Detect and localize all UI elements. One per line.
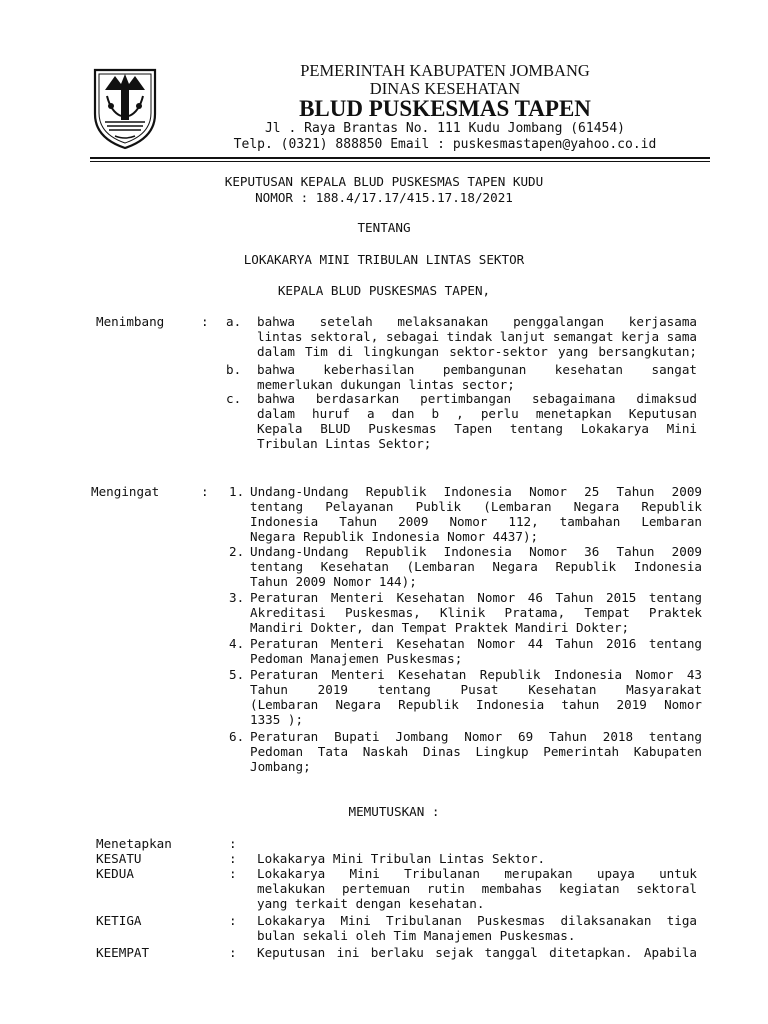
decision-colon-keempat: :: [229, 945, 237, 960]
decree-number: NOMOR : 188.4/17.17/415.17.18/2021: [255, 190, 513, 205]
mengingat-2-line-3: Tahun 2009 Nomor 144);: [250, 574, 417, 589]
mengingat-colon: :: [201, 484, 209, 499]
mengingat-marker-4: 4.: [229, 636, 245, 651]
mengingat-2-line-1: Undang-Undang Republik Indonesia Nomor 36 Tahun 2009: [250, 544, 702, 559]
decree-about-label: TENTANG: [357, 220, 411, 235]
jombang-coat-of-arms-icon: [91, 66, 159, 150]
menimbang-label: Menimbang: [96, 314, 165, 329]
decision-colon-menetapkan: :: [229, 836, 237, 851]
mengingat-3-line-1: Peraturan Menteri Kesehatan Nomor 46 Tahun 2015 tentang: [250, 590, 702, 605]
mengingat-1-line-1: Undang-Undang Republik Indonesia Nomor 25 Tahun 2009: [250, 484, 702, 499]
mengingat-5-line-3: (Lembaran Negara Republik Indonesia tahun 2019 Nomor: [250, 697, 702, 712]
decision-ketiga-line-2: bulan sekali oleh Tim Manajemen Puskesmas.: [257, 928, 576, 943]
decision-colon-ketiga: :: [229, 913, 237, 928]
header-contact: Telp. (0321) 888850 Email : puskesmastapen@yahoo.co.id: [233, 137, 657, 152]
decision-kedua-line-1: Lokakarya Mini Tribulanan merupakan upaya untuk: [257, 866, 697, 881]
menimbang-a-line-2: lintas sektoral, sebagai tindak lanjut semangat kerja sama: [257, 329, 697, 344]
decision-colon-kedua: :: [229, 866, 237, 881]
menimbang-c-line-2: dalam huruf a dan b , perlu menetapkan Keputusan: [257, 406, 697, 421]
mengingat-1-line-3: Indonesia Tahun 2009 Nomor 112, tambahan Lembaran: [250, 514, 702, 529]
mengingat-5-line-1: Peraturan Menteri Kesehatan Republik Indonesia Nomor 43: [250, 667, 702, 682]
decision-kesatu-line-1: Lokakarya Mini Tribulan Lintas Sektor.: [257, 851, 546, 866]
mengingat-3-line-2: Akreditasi Puskesmas, Klinik Pratama, Tempat Praktek: [250, 605, 702, 620]
menimbang-marker-b: b.: [226, 362, 242, 377]
mengingat-5-line-4: 1335 );: [250, 712, 304, 727]
decree-subject: LOKAKARYA MINI TRIBULAN LINTAS SEKTOR: [243, 252, 525, 267]
menimbang-colon: :: [201, 314, 209, 329]
menimbang-c-line-3: Kepala BLUD Puskesmas Tapen tentang Lokakarya Mini: [257, 421, 697, 436]
menimbang-c-line-4: Tribulan Lintas Sektor;: [257, 436, 432, 451]
menimbang-a-line-3: dalam Tim di lingkungan sektor-sektor yang bersangkutan;: [257, 344, 697, 359]
memutuskan-heading: MEMUTUSKAN :: [348, 804, 440, 819]
decision-label-kedua: KEDUA: [96, 866, 134, 881]
header-address: Jl . Raya Brantas No. 111 Kudu Jombang (61454): [264, 121, 626, 136]
menimbang-c-line-1: bahwa berdasarkan pertimbangan sebagaimana dimaksud: [257, 391, 697, 406]
mengingat-marker-6: 6.: [229, 729, 245, 744]
header-divider-thin: [90, 161, 710, 162]
header-government: PEMERINTAH KABUPATEN JOMBANG: [300, 61, 590, 80]
mengingat-marker-3: 3.: [229, 590, 245, 605]
mengingat-6-line-2: Pedoman Tata Naskah Dinas Lingkup Pemerintah Kabupaten: [250, 744, 702, 759]
header-title: BLUD PUSKESMAS TAPEN: [299, 96, 591, 121]
decision-kedua-line-2: melakukan pertemuan rutin membahas kegiatan sektoral: [257, 881, 697, 896]
decision-colon-kesatu: :: [229, 851, 237, 866]
decision-label-kesatu: KESATU: [96, 851, 142, 866]
mengingat-6-line-3: Jombang;: [250, 759, 311, 774]
mengingat-marker-5: 5.: [229, 667, 245, 682]
mengingat-6-line-1: Peraturan Bupati Jombang Nomor 69 Tahun 2018 tentang: [250, 729, 702, 744]
decision-label-menetapkan: Menetapkan: [96, 836, 172, 851]
mengingat-marker-1: 1.: [229, 484, 245, 499]
mengingat-4-line-2: Pedoman Manajemen Puskesmas;: [250, 651, 463, 666]
menimbang-marker-c: c.: [226, 391, 242, 406]
mengingat-label: Mengingat: [91, 484, 160, 499]
header-divider: [90, 157, 710, 159]
menimbang-b-line-1: bahwa keberhasilan pembangunan kesehatan sangat: [257, 362, 697, 377]
mengingat-marker-2: 2.: [229, 544, 245, 559]
decision-keempat-line-1: Keputusan ini berlaku sejak tanggal ditetapkan. Apabila: [257, 945, 697, 960]
decision-label-ketiga: KETIGA: [96, 913, 142, 928]
mengingat-1-line-4: Negara Republik Indonesia Nomor 4437);: [250, 529, 539, 544]
decree-title: KEPUTUSAN KEPALA BLUD PUSKESMAS TAPEN KUDU: [224, 174, 544, 189]
decision-label-keempat: KEEMPAT: [96, 945, 150, 960]
mengingat-4-line-1: Peraturan Menteri Kesehatan Nomor 44 Tahun 2016 tentang: [250, 636, 702, 651]
mengingat-5-line-2: Tahun 2019 tentang Pusat Kesehatan Masyarakat: [250, 682, 702, 697]
decision-kedua-line-3: yang terkait dengan kesehatan.: [257, 896, 485, 911]
decision-ketiga-line-1: Lokakarya Mini Tribulanan Puskesmas dilaksanakan tiga: [257, 913, 697, 928]
menimbang-a-line-1: bahwa setelah melaksanakan penggalangan kerjasama: [257, 314, 697, 329]
mengingat-1-line-2: tentang Pelayanan Publik (Lembaran Negara Republik: [250, 499, 702, 514]
decree-official: KEPALA BLUD PUSKESMAS TAPEN,: [277, 283, 491, 298]
header-agency: DINAS KESEHATAN: [369, 79, 521, 98]
menimbang-b-line-2: memerlukan dukungan lintas sector;: [257, 377, 515, 392]
mengingat-2-line-2: tentang Kesehatan (Lembaran Negara Republik Indonesia: [250, 559, 702, 574]
mengingat-3-line-3: Mandiri Dokter, dan Tempat Praktek Mandiri Dokter;: [250, 620, 630, 635]
menimbang-marker-a: a.: [226, 314, 242, 329]
